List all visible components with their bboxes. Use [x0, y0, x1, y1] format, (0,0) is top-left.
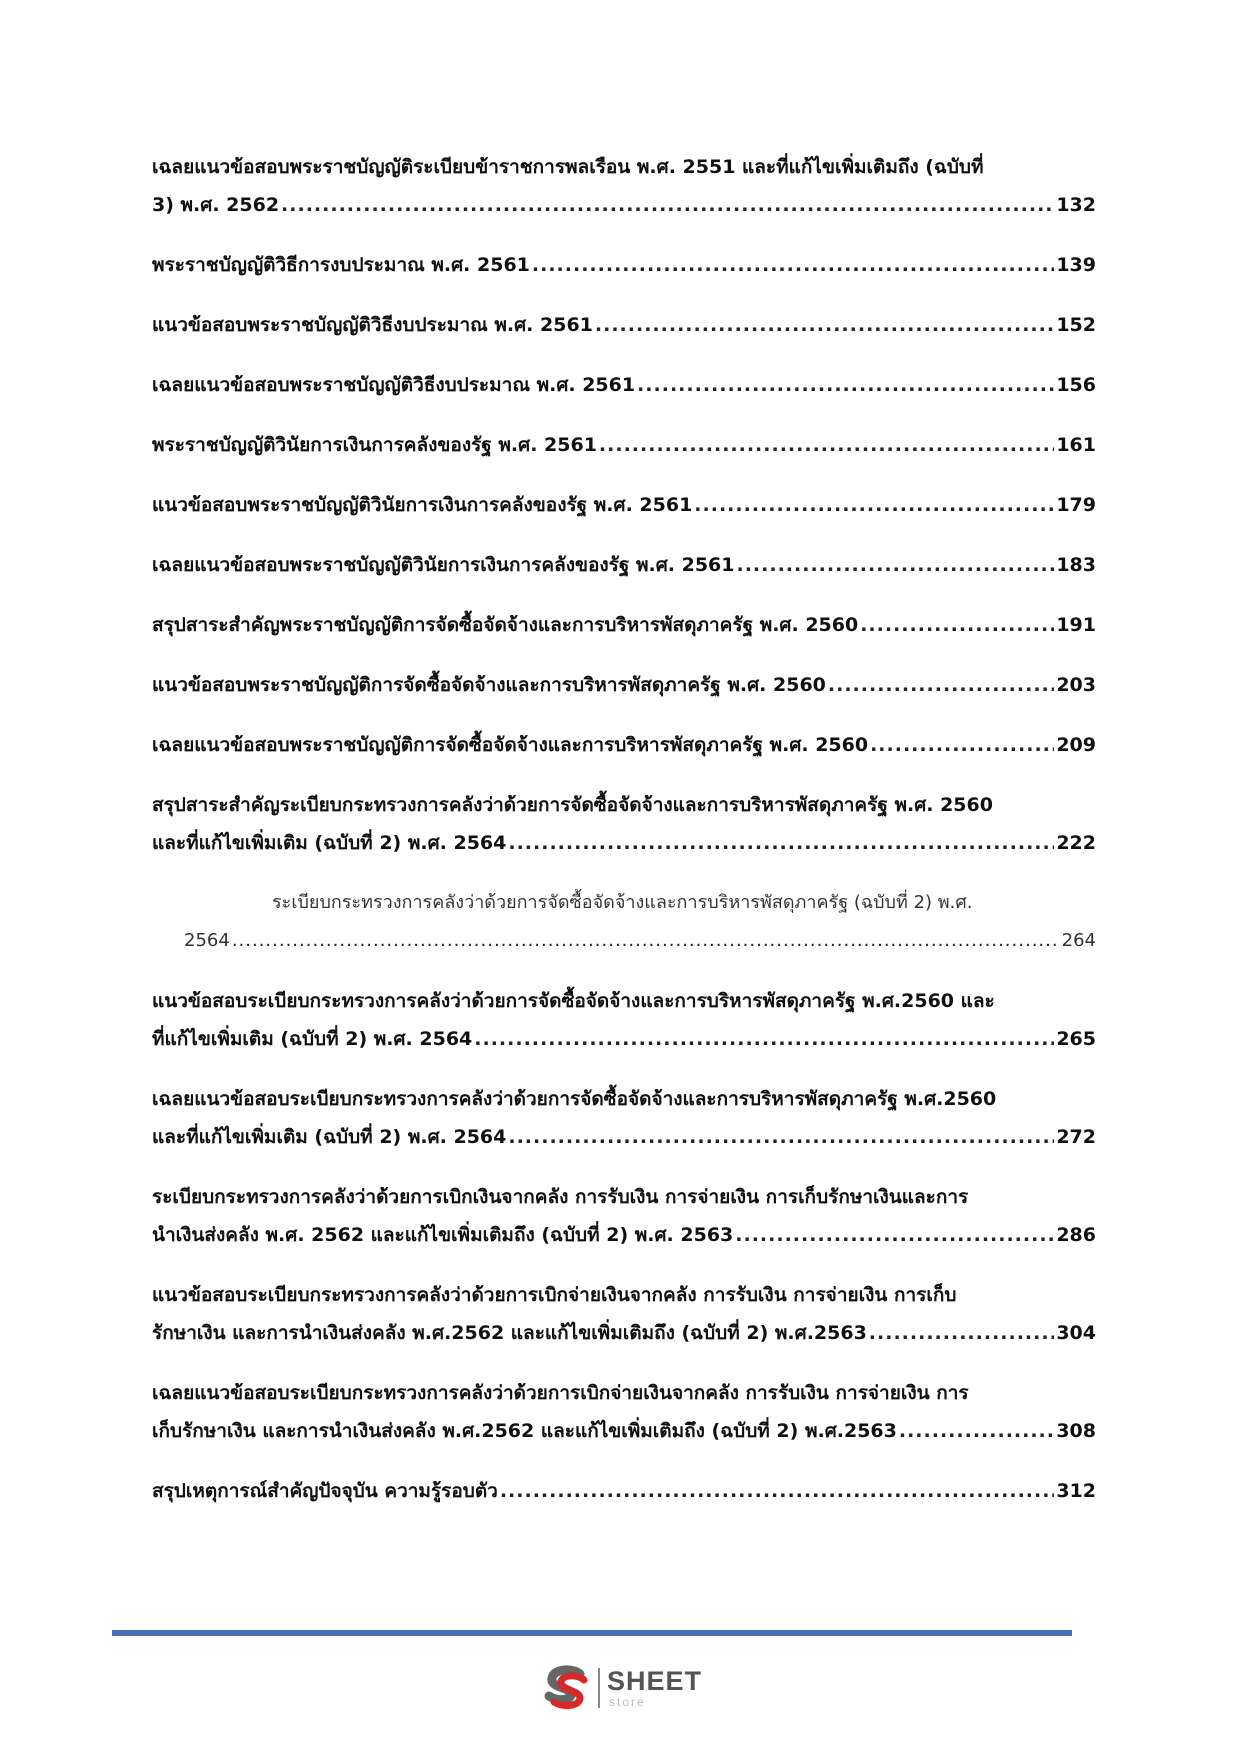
toc-entry[interactable]: [152, 366, 1096, 404]
toc-entry[interactable]: [152, 546, 1096, 584]
logo-text: SHEET: [607, 1666, 703, 1696]
toc-entry-title: แนวข้อสอบระเบียบกระทรวงการคลังว่าด้วยการเบิกจ่ายเงินจากคลัง การรับเงิน การจ่ายเงิน การเก็บ: [152, 1284, 957, 1306]
toc-page-number: 156: [1056, 374, 1096, 396]
toc-entry-title: เฉลยแนวข้อสอบระเบียบกระทรวงการคลังว่าด้วยการจัดซื้อจัดจ้างและการบริหารพัสดุภาครัฐ พ.ศ.2560: [152, 1088, 997, 1110]
toc-entry-title: ที่แก้ไขเพิ่มเติม (ฉบับที่ 2) พ.ศ. 2564: [152, 1028, 473, 1050]
toc-leader-dots: [860, 606, 1054, 644]
toc-entry[interactable]: [152, 1276, 1096, 1352]
toc-entry-title: เฉลยแนวข้อสอบพระราชบัญญัติการจัดซื้อจัดจ้างและการบริหารพัสดุภาครัฐ พ.ศ. 2560: [152, 734, 869, 756]
toc-entry-line: [152, 606, 1096, 644]
toc-entry[interactable]: [152, 666, 1096, 704]
toc-entry[interactable]: [152, 246, 1096, 284]
toc-entry-title: แนวข้อสอบระเบียบกระทรวงการคลังว่าด้วยการจัดซื้อจัดจ้างและการบริหารพัสดุภาครัฐ พ.ศ.2560 และ: [152, 990, 995, 1012]
toc-leader-dots: [232, 922, 1060, 960]
toc-entry-title: พระราชบัญญัติวินัยการเงินการคลังของรัฐ พ.ศ. 2561: [152, 434, 597, 456]
toc-page-number: 209: [1056, 734, 1096, 756]
toc-entry-line: [152, 486, 1096, 524]
toc-entry-line: [152, 1020, 1096, 1058]
toc-leader-dots: [735, 1216, 1054, 1254]
toc-page-number: 139: [1056, 254, 1096, 276]
toc-entry-line: [152, 1276, 1096, 1314]
toc-entry[interactable]: [152, 486, 1096, 524]
toc-entry[interactable]: [152, 726, 1096, 764]
toc-page-number: 179: [1056, 494, 1096, 516]
toc-page-number: 264: [1061, 930, 1096, 951]
toc-entry-line: [152, 546, 1096, 584]
toc-leader-dots: [637, 366, 1054, 404]
toc-entry[interactable]: [152, 306, 1096, 344]
toc-entry-title: เฉลยแนวข้อสอบพระราชบัญญัติวินัยการเงินการคลังของรัฐ พ.ศ. 2561: [152, 554, 735, 576]
toc-leader-dots: [737, 546, 1055, 584]
toc-entry-title: 2564: [184, 930, 230, 951]
toc-page-number: 272: [1056, 1126, 1096, 1148]
toc-leader-dots: [899, 1412, 1054, 1450]
toc-page-number: 222: [1056, 832, 1096, 854]
toc-entry-title: ระเบียบกระทรวงการคลังว่าด้วยการจัดซื้อจัดจ้างและการบริหารพัสดุภาครัฐ (ฉบับที่ 2) พ.ศ.: [272, 892, 973, 913]
toc-entry-line: [152, 1118, 1096, 1156]
toc-entry-line: [152, 1216, 1096, 1254]
toc-entry-title: เก็บรักษาเงิน และการนำเงินส่งคลัง พ.ศ.2562 และแก้ไขเพิ่มเติมถึง (ฉบับที่ 2) พ.ศ.2563: [152, 1420, 897, 1442]
toc-entry-line: [152, 1412, 1096, 1450]
toc-entry-line: [152, 1178, 1096, 1216]
toc-page-number: 312: [1056, 1480, 1096, 1502]
logo-divider: [598, 1668, 600, 1708]
toc-page-number: 304: [1056, 1322, 1096, 1344]
toc-entry[interactable]: [152, 786, 1096, 862]
toc-entry-line: [152, 982, 1096, 1020]
footer-rule: [112, 1630, 1072, 1636]
toc-page-number: 132: [1056, 194, 1096, 216]
toc-leader-dots: [595, 306, 1054, 344]
toc-entry[interactable]: [152, 1080, 1096, 1156]
toc-entry-line: [152, 824, 1096, 862]
toc-entry-line: [152, 246, 1096, 284]
toc-entry[interactable]: [152, 148, 1096, 224]
toc-entry-title: สรุปสาระสำคัญพระราชบัญญัติการจัดซื้อจัดจ้างและการบริหารพัสดุภาครัฐ พ.ศ. 2560: [152, 614, 859, 636]
toc-entry-title: 3) พ.ศ. 2562: [152, 194, 280, 216]
toc-entry-line: [152, 426, 1096, 464]
toc-page-number: 308: [1056, 1420, 1096, 1442]
sheet-store-logo: [540, 1660, 720, 1716]
toc-page-number: 286: [1056, 1224, 1096, 1246]
toc-entry[interactable]: [152, 1374, 1096, 1450]
toc-leader-dots: [532, 246, 1054, 284]
toc-entry-line: [152, 666, 1096, 704]
toc-page-number: 161: [1056, 434, 1096, 456]
toc-page-number: 191: [1056, 614, 1096, 636]
toc-entry-title: แนวข้อสอบพระราชบัญญัติการจัดซื้อจัดจ้างและการบริหารพัสดุภาครัฐ พ.ศ. 2560: [152, 674, 826, 696]
toc-entry-title: สรุปสาระสำคัญระเบียบกระทรวงการคลังว่าด้วยการจัดซื้อจัดจ้างและการบริหารพัสดุภาครัฐ พ.ศ. 2560: [152, 794, 993, 816]
toc-page-number: 265: [1056, 1028, 1096, 1050]
toc-entry[interactable]: [152, 1472, 1096, 1510]
toc-entry-line: [152, 1472, 1096, 1510]
logo-subtext: store: [609, 1695, 646, 1709]
toc-entry-title: นำเงินส่งคลัง พ.ศ. 2562 และแก้ไขเพิ่มเติมถึง (ฉบับที่ 2) พ.ศ. 2563: [152, 1224, 734, 1246]
toc-entry-title: สรุปเหตุการณ์สำคัญปัจจุบัน ความรู้รอบตัว: [152, 1480, 498, 1502]
toc-entry-line: [152, 1374, 1096, 1412]
toc-leader-dots: [508, 824, 1054, 862]
table-of-contents: [152, 148, 1096, 1532]
toc-entry[interactable]: [152, 426, 1096, 464]
toc-leader-dots: [508, 1118, 1054, 1156]
toc-entry-title: เฉลยแนวข้อสอบพระราชบัญญัติวิธีงบประมาณ พ.ศ. 2561: [152, 374, 636, 396]
toc-entry-title: แนวข้อสอบพระราชบัญญัติวิธีงบประมาณ พ.ศ. 2561: [152, 314, 593, 336]
toc-entry-title: เฉลยแนวข้อสอบระเบียบกระทรวงการคลังว่าด้วยการเบิกจ่ายเงินจากคลัง การรับเงิน การจ่ายเงิน การ: [152, 1382, 969, 1404]
toc-entry-title: เฉลยแนวข้อสอบพระราชบัญญัติระเบียบข้าราชการพลเรือน พ.ศ. 2551 และที่แก้ไขเพิ่มเติมถึง (ฉบับที่: [152, 156, 984, 178]
toc-entry-title: และที่แก้ไขเพิ่มเติม (ฉบับที่ 2) พ.ศ. 2564: [152, 832, 507, 854]
toc-entry-title: และที่แก้ไขเพิ่มเติม (ฉบับที่ 2) พ.ศ. 2564: [152, 1126, 507, 1148]
toc-leader-dots: [500, 1472, 1054, 1510]
toc-entry-line: [152, 786, 1096, 824]
toc-leader-dots: [599, 426, 1054, 464]
sheet-store-s-icon: [540, 1662, 594, 1716]
toc-entry-line: [152, 1314, 1096, 1352]
toc-entry-line: [152, 726, 1096, 764]
toc-entry[interactable]: [152, 884, 1096, 960]
toc-entry[interactable]: [152, 982, 1096, 1058]
toc-entry-title: พระราชบัญญัติวิธีการงบประมาณ พ.ศ. 2561: [152, 254, 530, 276]
toc-entry-line: [152, 922, 1096, 960]
toc-leader-dots: [828, 666, 1054, 704]
toc-entry-line: [152, 884, 1096, 922]
toc-entry-title: ระเบียบกระทรวงการคลังว่าด้วยการเบิกเงินจากคลัง การรับเงิน การจ่ายเงิน การเก็บรักษาเงินและการ: [152, 1186, 969, 1208]
toc-entry-line: [152, 1080, 1096, 1118]
toc-entry-title: รักษาเงิน และการนำเงินส่งคลัง พ.ศ.2562 และแก้ไขเพิ่มเติมถึง (ฉบับที่ 2) พ.ศ.2563: [152, 1322, 867, 1344]
toc-entry-line: [152, 306, 1096, 344]
toc-entry-line: [152, 366, 1096, 404]
toc-leader-dots: [870, 726, 1054, 764]
toc-entry[interactable]: [152, 606, 1096, 644]
toc-page-number: 183: [1056, 554, 1096, 576]
toc-leader-dots: [869, 1314, 1055, 1352]
toc-entry-title: แนวข้อสอบพระราชบัญญัติวินัยการเงินการคลังของรัฐ พ.ศ. 2561: [152, 494, 693, 516]
toc-leader-dots: [474, 1020, 1054, 1058]
toc-page-number: 152: [1056, 314, 1096, 336]
toc-entry[interactable]: [152, 1178, 1096, 1254]
toc-page-number: 203: [1056, 674, 1096, 696]
toc-leader-dots: [694, 486, 1054, 524]
toc-leader-dots: [281, 186, 1054, 224]
toc-entry-line: [152, 148, 1096, 186]
toc-entry-line: [152, 186, 1096, 224]
